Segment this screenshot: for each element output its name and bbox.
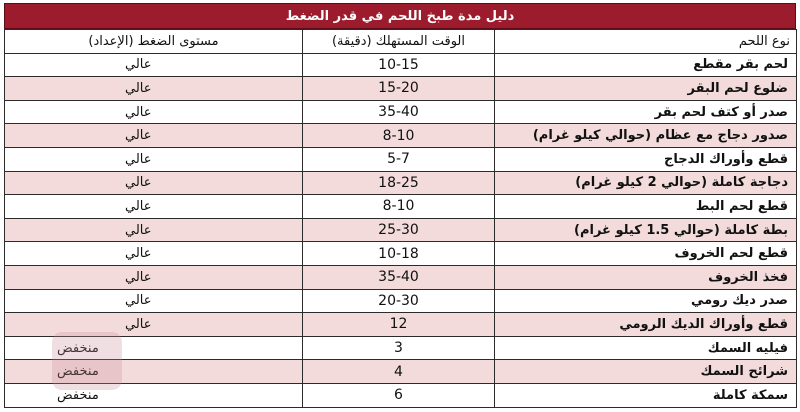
table-title: دليل مدة طبخ اللحم في قدر الضغط xyxy=(4,3,796,29)
table-row xyxy=(5,77,797,101)
header-meat-type: نوع اللحم xyxy=(495,30,797,54)
table-row xyxy=(5,313,797,337)
cell-pressure-level: عالي xyxy=(5,265,303,289)
cell-meat-type: قطع لحم البط xyxy=(495,195,797,219)
cell-meat-type: قطع لحم الخروف xyxy=(495,242,797,266)
cell-pressure-level: منخفض xyxy=(5,360,303,384)
table-body xyxy=(5,53,797,407)
cell-meat-type: فيليه السمك xyxy=(495,336,797,360)
cell-pressure-level: عالي xyxy=(5,77,303,101)
cell-cooking-time: 35-40 xyxy=(303,100,495,124)
cell-pressure-level: عالي xyxy=(5,147,303,171)
cell-pressure-level: عالي xyxy=(5,100,303,124)
cell-pressure-level: منخفض xyxy=(5,383,303,407)
cell-meat-type: قطع وأوراك الدجاج xyxy=(495,147,797,171)
cell-pressure-level: عالي xyxy=(5,195,303,219)
cell-cooking-time: 5-7 xyxy=(303,147,495,171)
cell-pressure-level: عالي xyxy=(5,124,303,148)
table-row xyxy=(5,100,797,124)
cell-pressure-level: عالي xyxy=(5,171,303,195)
table-row xyxy=(5,242,797,266)
table-row xyxy=(5,336,797,360)
cell-pressure-level: عالي xyxy=(5,289,303,313)
cell-meat-type: ضلوع لحم البقر xyxy=(495,77,797,101)
cell-cooking-time: 6 xyxy=(303,383,495,407)
cell-meat-type: صدور دجاج مع عظام (حوالي كيلو غرام) xyxy=(495,124,797,148)
header-cooking-time: الوقت المستهلك (دقيقة) xyxy=(303,30,495,54)
cell-cooking-time: 10-15 xyxy=(303,53,495,77)
cell-pressure-level: عالي xyxy=(5,313,303,337)
cell-meat-type: بطة كاملة (حوالي 1.5 كيلو غرام) xyxy=(495,218,797,242)
cell-meat-type: قطع وأوراك الديك الرومي xyxy=(495,313,797,337)
cell-cooking-time: 20-30 xyxy=(303,289,495,313)
table-row xyxy=(5,53,797,77)
table-row xyxy=(5,124,797,148)
cell-cooking-time: 8-10 xyxy=(303,124,495,148)
cell-cooking-time: 8-10 xyxy=(303,195,495,219)
cell-meat-type: فخذ الخروف xyxy=(495,265,797,289)
header-row xyxy=(5,30,797,54)
table-row xyxy=(5,289,797,313)
cell-meat-type: لحم بقر مقطع xyxy=(495,53,797,77)
cell-meat-type: دجاجة كاملة (حوالي 2 كيلو غرام) xyxy=(495,171,797,195)
cell-pressure-level: عالي xyxy=(5,53,303,77)
cell-meat-type: شرائح السمك xyxy=(495,360,797,384)
cell-cooking-time: 18-25 xyxy=(303,171,495,195)
table-row xyxy=(5,383,797,407)
table-row xyxy=(5,195,797,219)
table-row xyxy=(5,147,797,171)
table-row xyxy=(5,360,797,384)
cell-meat-type: صدر ديك رومي xyxy=(495,289,797,313)
cell-pressure-level: عالي xyxy=(5,242,303,266)
cell-cooking-time: 3 xyxy=(303,336,495,360)
cell-cooking-time: 25-30 xyxy=(303,218,495,242)
cell-cooking-time: 12 xyxy=(303,313,495,337)
cell-cooking-time: 10-18 xyxy=(303,242,495,266)
cell-cooking-time: 4 xyxy=(303,360,495,384)
cooking-times-table xyxy=(4,29,797,408)
header-pressure-level: مستوى الضغط (الإعداد) xyxy=(5,30,303,54)
cell-meat-type: سمكة كاملة xyxy=(495,383,797,407)
cell-cooking-time: 15-20 xyxy=(303,77,495,101)
cell-pressure-level: منخفض xyxy=(5,336,303,360)
table-row xyxy=(5,171,797,195)
cell-pressure-level: عالي xyxy=(5,218,303,242)
cell-cooking-time: 35-40 xyxy=(303,265,495,289)
table-row xyxy=(5,265,797,289)
table-row xyxy=(5,218,797,242)
cell-meat-type: صدر أو كتف لحم بقر xyxy=(495,100,797,124)
